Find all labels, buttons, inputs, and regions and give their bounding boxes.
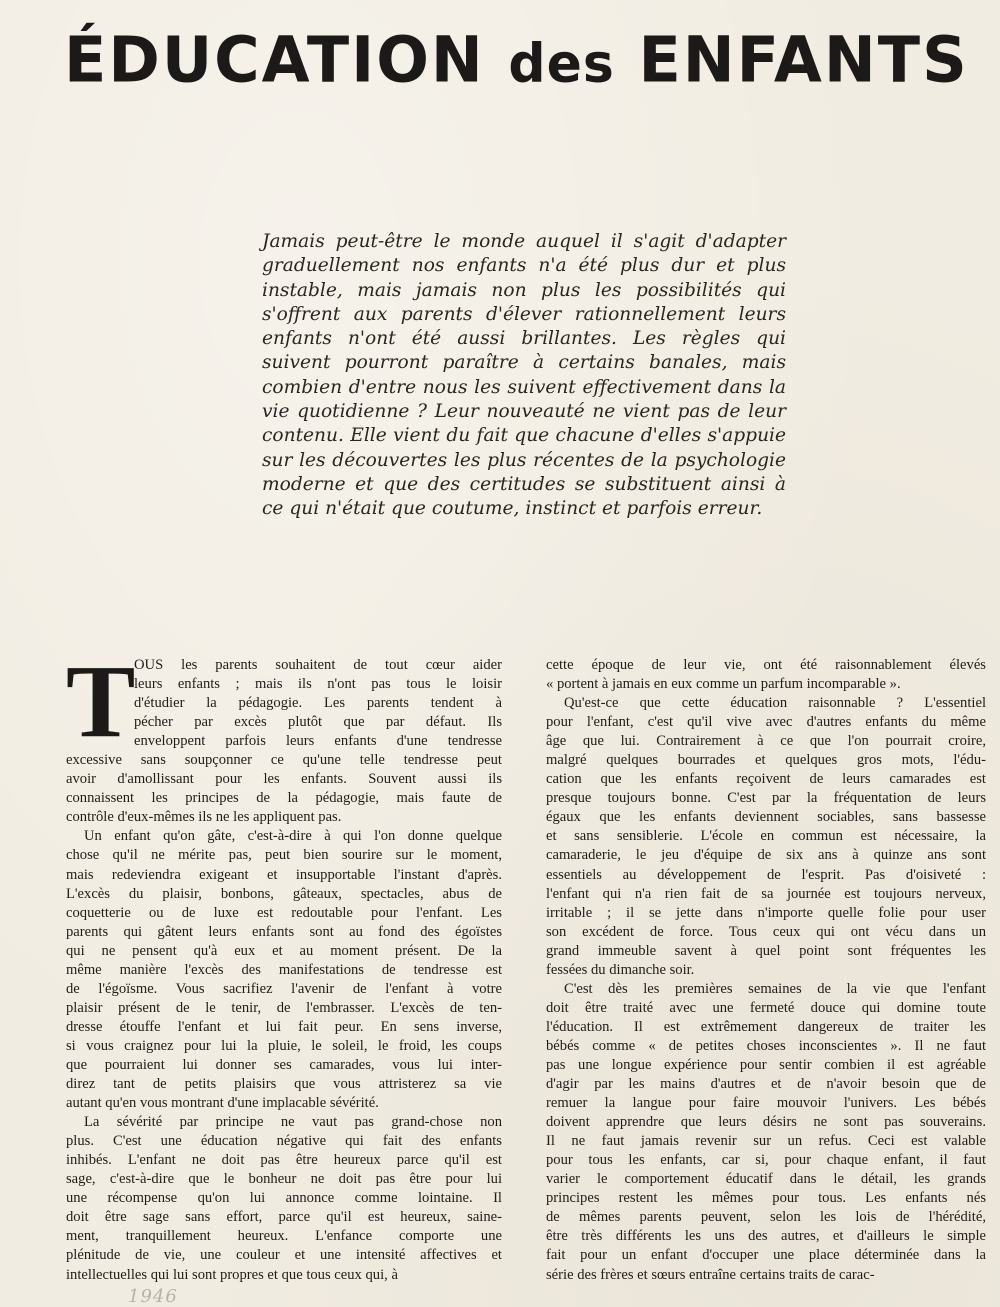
body-line: malgré quelques bourrades et quelques gros mots, l'édu-	[546, 752, 986, 769]
body-line: pour tous les enfants, car si, pour chaque enfant, il faut	[546, 1152, 986, 1169]
body-line: C'est dès les premières semaines de la vie que l'enfant	[564, 980, 986, 997]
body-line: que pourraient lui donner ses camarades, vous lui inter-	[66, 1056, 502, 1073]
body-line: Il ne faut jamais revenir sur un refus. Ceci est valable	[546, 1133, 986, 1150]
body-line: presque toujours bonne. C'est par la fréquentation de leurs	[546, 790, 986, 807]
body-line: si vous craignez pour lui la pluie, le soleil, le froid, les coups	[66, 1037, 502, 1054]
body-line: avoir d'amollissant pour les enfants. Souvent aussi ils	[66, 771, 502, 788]
body-line: autant qu'en vous montrant d'une implacable sévérité.	[66, 1095, 379, 1112]
intro-line: Jamais peut-être le monde auquel il s'agit d'adapter	[262, 231, 786, 252]
body-line: cette époque de leur vie, ont été raisonnablement élevés	[546, 657, 986, 673]
intro-line: enfants n'ont été aussi brillantes. Les règles qui	[262, 328, 786, 350]
body-column-right	[546, 656, 986, 1285]
pencil-annotation: 1946	[128, 1286, 178, 1307]
body-line: doit être sage sans effort, parce qu'il est heureux, saine-	[66, 1209, 502, 1226]
body-line: pour l'enfant, c'est qu'il vive avec d'autres enfants du même	[546, 714, 986, 731]
intro-line: moderne et que des certitudes se substituent ainsi à	[262, 473, 786, 495]
body-line: être très différents les uns des autres, et d'ailleurs le simple	[546, 1228, 986, 1245]
body-line: de l'égoïsme. Vous sacrifiez l'avenir de l'enfant à votre	[66, 980, 502, 997]
body-line: chose qu'il ne mérite pas, peut bien sourire sur le moment,	[66, 847, 502, 864]
body-line: pécher par excès plutôt que par défaut. Ils	[134, 714, 502, 731]
body-line: excessive sans soupçonner ce qu'une telle tendresse peut	[66, 752, 502, 769]
body-line: égaux que les enfants deviennent sociables, sans bassesse	[546, 809, 986, 826]
body-line: et sans sensiblerie. L'école en commun est nécessaire, la	[546, 828, 986, 845]
body-line: intellectuelles qui lui sont propres et que tous ceux qui, à	[66, 1266, 398, 1283]
body-line: camaraderie, le jeu d'équipe de six ans à quinze ans sont	[546, 847, 986, 864]
intro-line: sur les découvertes les plus récentes de la psychologie	[262, 449, 786, 471]
body-column-left	[66, 644, 502, 1285]
body-line: contrôle d'eux-mêmes ils ne les appliquent pas.	[66, 809, 342, 826]
body-line: connaissent les principes de la pédagogie, mais faute de	[66, 790, 502, 807]
drop-cap: T	[66, 644, 136, 759]
title-word-des: des	[508, 33, 615, 95]
body-line: plaisir présent de le tenir, de l'embrasser. L'excès de ten-	[66, 999, 502, 1016]
body-line: plénitude de vie, une couleur et une intensité affectives et	[66, 1247, 502, 1264]
body-line: sage, c'est-à-dire que le bonheur ne doit pas être pour lui	[66, 1171, 502, 1188]
body-line: leurs enfants ; mais ils n'ont pas tous le loisir	[134, 676, 502, 693]
title-word-education: ÉDUCATION	[64, 22, 485, 97]
body-line: parents qui gâtent leurs enfants sont au fond des égoïstes	[66, 923, 502, 940]
body-line: bébés comme « de petites choses inconscientes ». Il ne faut	[546, 1037, 986, 1054]
title-word-enfants: ENFANTS	[638, 22, 969, 97]
intro-line: combien d'entre nous les suivent effectivement dans la	[262, 376, 786, 398]
body-line: fessées du dimanche soir.	[546, 961, 695, 978]
intro-line: s'offrent aux parents d'élever rationnellement leurs	[262, 303, 786, 325]
body-line: d'agir par les mains d'autres et de n'avoir besoin que de	[546, 1076, 986, 1093]
body-line: inhibés. L'enfant ne doit pas être heureux parce qu'il est	[66, 1152, 502, 1169]
body-line: direz tant de petits plaisirs que vous attristerez sa vie	[66, 1076, 502, 1093]
intro-line: ce qui n'était que coutume, instinct et parfois erreur.	[262, 498, 763, 520]
body-line: qui ne pensent qu'à eux et au moment présent. De la	[66, 942, 502, 959]
body-line: mais redeviendra exigeant et insupportable l'instant d'après.	[66, 866, 502, 883]
body-line: plus. C'est une éducation négative qui fait des enfants	[66, 1133, 502, 1150]
body-line: doit être traité avec une fermeté douce qui domine toute	[546, 999, 986, 1016]
body-line: « portent à jamais en eux comme un parfum incomparable ».	[546, 676, 901, 693]
body-line: Qu'est-ce que cette éducation raisonnable ? L'essentiel	[564, 695, 986, 712]
body-line: principes restent les mêmes pour tous. Les enfants nés	[546, 1190, 986, 1207]
body-line: doivent apprendre que leurs désirs ne sont pas souverains.	[546, 1114, 986, 1131]
body-line: l'éducation. Il est extrêmement dangereux de traiter les	[546, 1018, 986, 1035]
body-line: cation que les enfants reçoivent de leurs camarades est	[546, 771, 986, 788]
body-line: d'étudier la pédagogie. Les parents tendent à	[134, 695, 502, 712]
body-line: irritable ; il se jette dans n'importe quelle folie pour user	[546, 904, 986, 921]
body-line: La sévérité par principe ne vaut pas grand-chose non	[84, 1114, 502, 1131]
body-line: essentiels au développement de l'esprit. Pas d'oisiveté :	[546, 866, 986, 883]
body-line: l'enfant qui n'a rien fait de sa journée est toujours nerveux,	[546, 885, 986, 902]
body-line: de mêmes parents peuvent, selon les lois de l'hérédité,	[546, 1209, 986, 1226]
body-line: coquetterie ou de luxe est redoutable pour l'enfant. Les	[66, 904, 502, 921]
intro-line: vie quotidienne ? Leur nouveauté ne vient pas de leur	[262, 401, 786, 423]
article-title	[64, 14, 984, 110]
body-line: L'excès du plaisir, bonbons, gâteaux, spectacles, abus de	[66, 885, 502, 902]
body-line: ment, tranquillement heureux. L'enfance comporte une	[66, 1228, 502, 1245]
body-line: Un enfant qu'on gâte, c'est-à-dire à qui l'on donne quelque	[84, 828, 502, 845]
body-line: OUS les parents souhaitent de tout cœur aider	[134, 657, 502, 673]
body-line: enveloppent parfois leurs enfants d'une tendresse	[134, 733, 502, 750]
body-line: son excédent de force. Tous ceux qui ont vécu dans un	[546, 923, 986, 940]
body-line: même manière l'excès des manifestations de tendresse est	[66, 961, 502, 978]
body-line: varier le comportement éducatif dans le détail, les grands	[546, 1171, 986, 1188]
body-line: âge que lui. Contrairement à ce que l'on pourrait croire,	[546, 733, 986, 750]
intro-paragraph	[262, 230, 786, 522]
body-line: fait pour un enfant d'occuper une place déterminée dans la	[546, 1247, 986, 1264]
body-line: série des frères et sœurs entraîne certains traits de carac-	[546, 1266, 875, 1283]
intro-line: instable, mais jamais non plus les possibilités qui	[262, 279, 786, 301]
body-line: grand immeuble savent à quel point sont fréquentes les	[546, 942, 986, 959]
body-line: dresse étouffe l'enfant et lui fait peur. En sens inverse,	[66, 1018, 502, 1035]
body-line: pas une longue expérience pour sentir combien il est agréable	[546, 1056, 986, 1073]
body-line: remuer la langue pour faire mouvoir l'univers. Les bébés	[546, 1095, 986, 1112]
body-line: une récompense qu'on lui annonce comme lointaine. Il	[66, 1190, 502, 1207]
intro-line: graduellement nos enfants n'a été plus dur et plus	[262, 255, 786, 277]
intro-line: contenu. Elle vient du fait que chacune d'elles s'appuie	[262, 425, 786, 447]
intro-line: suivent pourront paraître à certains banales, mais	[262, 352, 786, 374]
